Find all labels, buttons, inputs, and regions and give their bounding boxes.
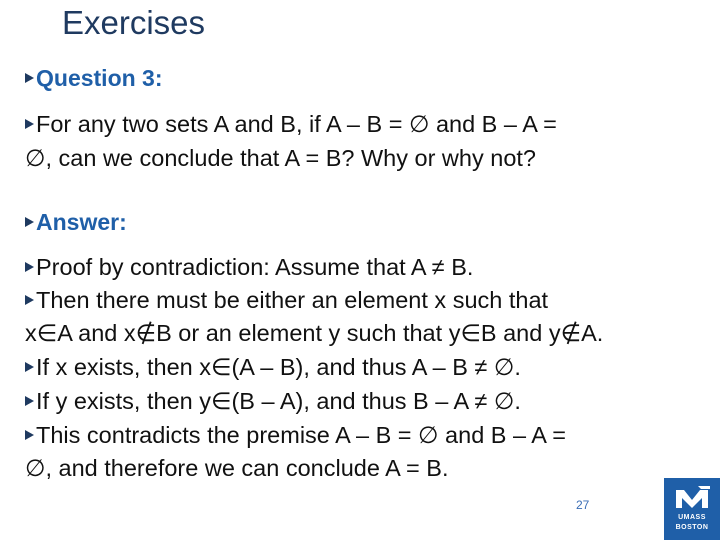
bullet-icon — [25, 217, 34, 227]
logo-text-boston: BOSTON — [675, 524, 709, 531]
bullet-icon — [25, 396, 34, 406]
answer-line-5 — [25, 390, 521, 414]
answer-line-1 — [25, 256, 473, 280]
answer-line-4-text: If x exists, then x∈(A – B), and thus A – B ≠ ∅. — [36, 354, 521, 380]
umass-boston-logo — [670, 482, 714, 538]
bullet-icon — [25, 430, 34, 440]
answer-line-6-text: This contradicts the premise A – B = ∅ and B – A = — [36, 422, 566, 448]
answer-line-1-text: Proof by contradiction: Assume that A ≠ B. — [36, 254, 474, 280]
answer-line-6 — [25, 424, 566, 448]
answer-line-4 — [25, 356, 521, 380]
answer-line-3 — [25, 322, 603, 346]
slide-title: Exercises — [62, 4, 206, 41]
answer-line-7 — [25, 457, 449, 481]
logo-mark-icon — [670, 482, 714, 512]
answer-line-2-text: Then there must be either an element x such that — [36, 287, 549, 313]
bullet-icon — [25, 362, 34, 372]
bullet-icon — [25, 73, 34, 83]
question-heading — [25, 67, 163, 90]
question-line-1-text: For any two sets A and B, if A – B = ∅ and B – A = — [36, 111, 557, 137]
question-line-2 — [25, 147, 536, 171]
question-heading-text: Question 3: — [36, 65, 163, 91]
answer-line-7-text: ∅, and therefore we can conclude A = B. — [25, 455, 449, 481]
bullet-icon — [25, 295, 34, 305]
answer-heading-text: Answer: — [36, 209, 127, 235]
bullet-icon — [25, 119, 34, 129]
bullet-icon — [25, 262, 34, 272]
question-line-1 — [25, 113, 557, 137]
answer-heading — [25, 211, 127, 234]
page-number: 27 — [576, 498, 590, 512]
answer-line-3-text: x∈A and x∉B or an element y such that y∈B and y∉A. — [25, 320, 604, 346]
logo-text-umass: UMASS — [678, 514, 706, 521]
answer-line-2 — [25, 289, 548, 313]
question-line-2-text: ∅, can we conclude that A = B? Why or why not? — [25, 145, 536, 171]
answer-line-5-text: If y exists, then y∈(B – A), and thus B – A ≠ ∅. — [36, 388, 521, 414]
